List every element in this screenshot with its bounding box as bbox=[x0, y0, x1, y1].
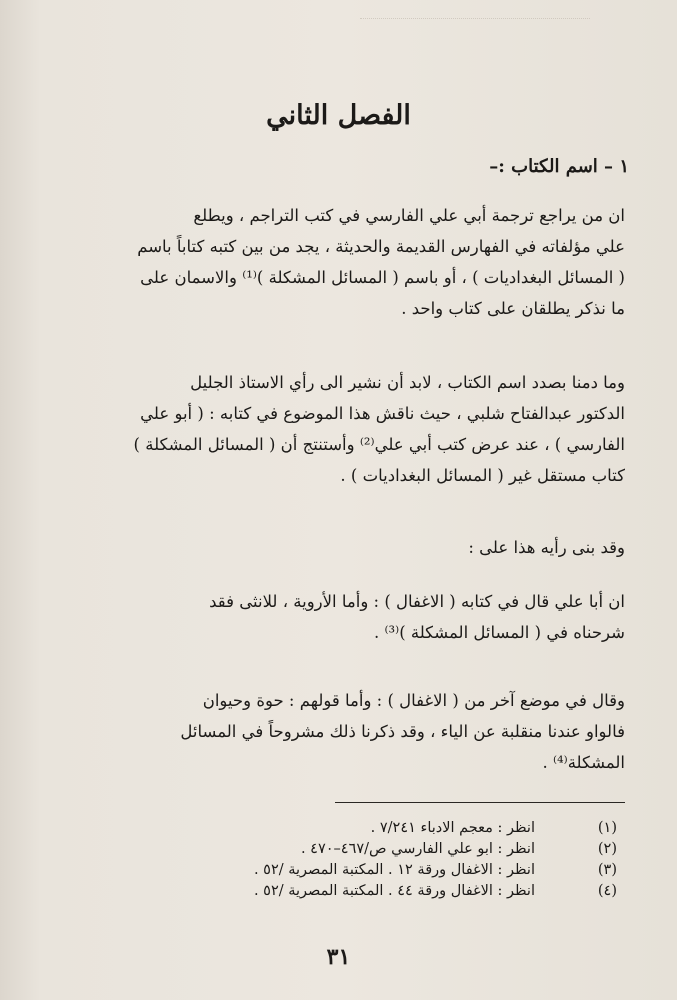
paragraph-5 bbox=[55, 685, 625, 778]
footnote-number: (٣) bbox=[597, 862, 617, 878]
paragraph-line: وقال في موضع آخر من ( الاغفال ) : وأما قولهم : حوة وحيوان bbox=[202, 691, 625, 710]
footnote-text: انظر : ابو علي الفارسي ص/٤٦٧–٤٧٠ . bbox=[300, 841, 535, 857]
paragraph-1 bbox=[55, 200, 625, 324]
paragraph-2 bbox=[55, 367, 625, 491]
footnote bbox=[77, 818, 617, 839]
paragraph-line: المشكلة⁽⁴⁾ . bbox=[542, 753, 625, 772]
bleed-through-mark bbox=[360, 8, 590, 19]
footnote-number: (٤) bbox=[597, 883, 617, 899]
footnote bbox=[77, 839, 617, 860]
page-number: ٣١ bbox=[326, 944, 351, 970]
paragraph-line: ( المسائل البغداديات ) ، أو باسم ( المسائل المشكلة )⁽¹⁾ والاسمان على bbox=[140, 268, 625, 287]
paragraph-4 bbox=[55, 586, 625, 648]
paragraph-line: فالواو عندنا منقلبة عن الياء ، وقد ذكرنا ذلك مشروحاً في المسائل bbox=[180, 722, 625, 741]
footnote-text: انظر : معجم الادباء ٧/٢٤١ . bbox=[370, 820, 535, 836]
footnote-number: (١) bbox=[597, 820, 617, 836]
paragraph-line: ما نذكر يطلقان على كتاب واحد . bbox=[401, 299, 625, 318]
paragraph-line: ان من يراجع ترجمة أبي علي الفارسي في كتب التراجم ، ويطلع bbox=[193, 206, 625, 225]
footnote-number: (٢) bbox=[597, 841, 617, 857]
paragraph-line: وما دمنا بصدد اسم الكتاب ، لابد أن نشير الى رأي الاستاذ الجليل bbox=[190, 373, 625, 392]
paragraph-3 bbox=[55, 532, 625, 563]
paragraph-line: ان أبا علي قال في كتابه ( الاغفال ) : وأما الأروية ، للانثى فقد bbox=[209, 592, 625, 611]
footnote-text: انظر : الاغفال ورقة ١٢ . المكتبة المصرية /٥٢ . bbox=[253, 862, 535, 878]
paragraph-line: كتاب مستقل غير ( المسائل البغداديات ) . bbox=[340, 466, 625, 485]
paragraph-line: الفارسي ) ، عند عرض كتب أبي علي⁽²⁾ وأستنتج أن ( المسائل المشكلة ) bbox=[133, 435, 625, 454]
chapter-title: الفصل الثاني bbox=[266, 100, 411, 131]
paragraph-line: الدكتور عبدالفتاح شلبي ، حيث ناقش هذا الموضوع في كتابه : ( أبو علي bbox=[140, 404, 625, 423]
footnote-text: انظر : الاغفال ورقة ٤٤ . المكتبة المصرية /٥٢ . bbox=[253, 883, 535, 899]
footnote bbox=[77, 860, 617, 881]
footnotes-list bbox=[77, 818, 617, 902]
footnote bbox=[77, 881, 617, 902]
paragraph-line: وقد بنى رأيه هذا على : bbox=[468, 538, 625, 557]
paragraph-line: شرحناه في ( المسائل المشكلة )⁽³⁾ . bbox=[373, 623, 625, 642]
section-heading: ١ – اسم الكتاب :– bbox=[489, 156, 629, 177]
footnote-divider bbox=[335, 802, 625, 803]
paragraph-line: علي مؤلفاته في الفهارس القديمة والحديثة ، يجد من بين كتبه كتاباً باسم bbox=[137, 237, 625, 256]
